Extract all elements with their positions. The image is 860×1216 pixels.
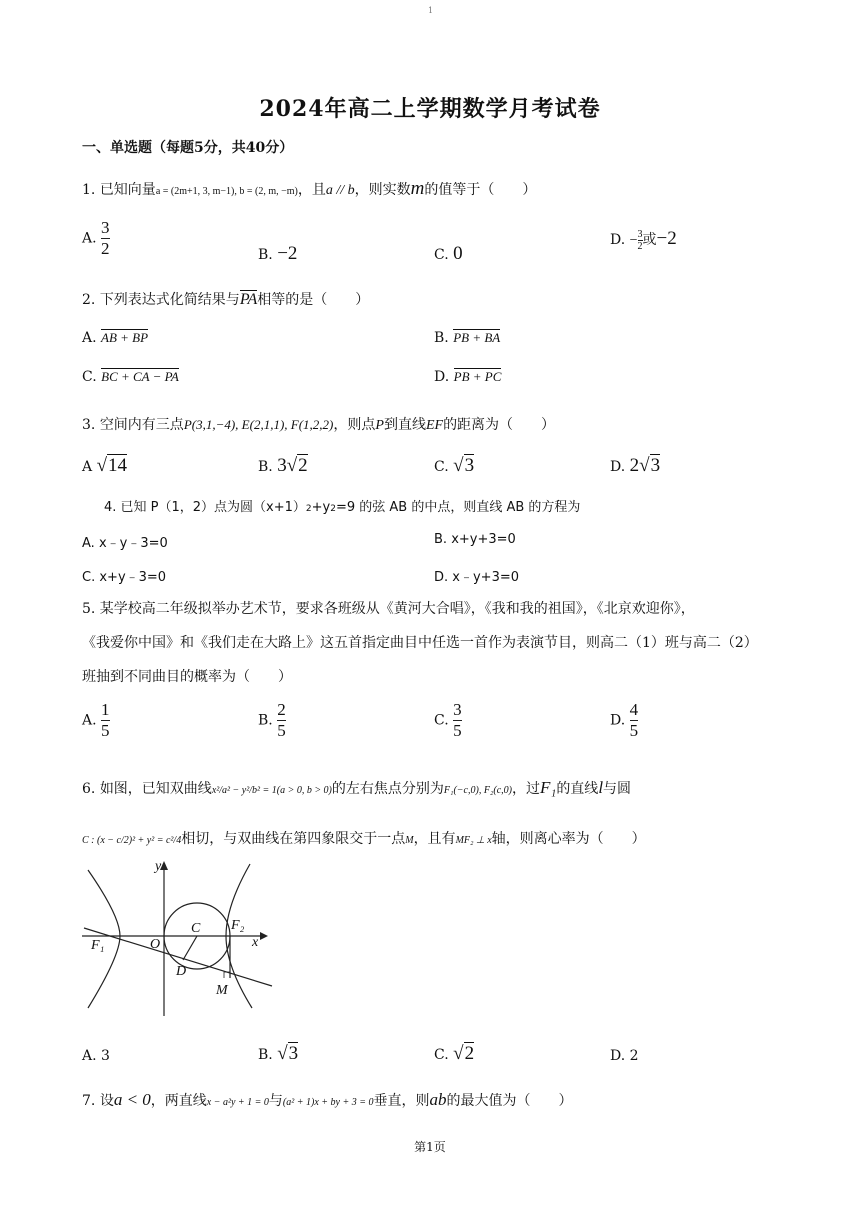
hyperbola-figure <box>80 856 280 1026</box>
fraction: $\frac{3}{2}$ <box>637 228 643 252</box>
q4-option-a[interactable]: A. x﹣y﹣3=0 <box>82 536 168 551</box>
foci-coordinates: F₁(−c,0), F₂(c,0) <box>443 785 513 796</box>
q6-option-d[interactable]: D. 2 <box>610 1048 639 1064</box>
page-title: 2024年高二上学期数学月考试卷 <box>259 96 601 122</box>
q4-option-d[interactable]: D. x﹣y+3=0 <box>434 570 520 585</box>
q5-option-b[interactable]: B. $\frac{2}{5}$ <box>258 700 286 740</box>
circle-equation: C : (x − c/2)² + y² = c²/4 <box>82 835 182 846</box>
q5-option-a[interactable]: A. $\frac{1}{5}$ <box>82 700 110 740</box>
question-6-line-1: 6. 如图，已知双曲线x²/a² − y²/b² = 1(a > 0, b > 0)的左右焦点分别为F₁(−c,0), F₂(c,0)，过F₁的直线l与圆 <box>82 778 632 797</box>
label-y: y <box>155 859 162 874</box>
section-heading: 一、单选题（每题5分，共40分） <box>82 140 294 156</box>
x-axis-arrow <box>260 932 268 940</box>
q3-option-b[interactable]: B. 3√2 <box>258 455 308 476</box>
question-4: 4. 已知 P（1，2）点为圆（x+1）2+y2=9 的弦 AB 的中点，则直线 AB 的方程为 <box>104 500 581 515</box>
question-5-line-2: 《我爱你中国》和《我们走在大路上》这五首指定曲目中任选一首作为表演节目，则高二（1）班与高二（2） <box>82 635 758 651</box>
question-1: 1. 已知向量a = (2m+1, 3, m−1), b = (2, m, −m)，且a // b，则实数m的值等于（ ） <box>82 178 537 199</box>
vector-definitions: a = (2m+1, 3, m−1), b = (2, m, −m) <box>155 186 298 197</box>
fraction: $\frac{3}{2}$ <box>101 218 110 258</box>
q5-option-d[interactable]: D. $\frac{4}{5}$ <box>610 700 639 740</box>
question-6-line-2: C : (x − c/2)² + y² = c²/4相切，与双曲线在第四象限交于一点M，且有MF₂ ⊥ x轴，则离心率为（ ） <box>82 831 646 847</box>
hyperbola-equation: x²/a² − y²/b² = 1(a > 0, b > 0) <box>211 785 332 796</box>
q3-option-d[interactable]: D. 2√3 <box>610 455 661 476</box>
question-5-line-1: 5. 某学校高二年级拟举办艺术节，要求各班级从《黄河大合唱》，《我和我的祖国》，《北京欢迎你》， <box>82 601 695 617</box>
label-f1: F₁ <box>91 938 105 953</box>
question-2: 2. 下列表达式化简结果与PA相等的是（ ） <box>82 291 370 308</box>
question-5-line-3: 班抽到不同曲目的概率为（ ） <box>82 669 292 685</box>
q1-option-d[interactable]: D. $-\frac{3}{2}$或−2 <box>610 228 677 252</box>
perpendicular-condition: MF₂ ⊥ x <box>455 835 492 846</box>
label-c: C <box>191 921 201 936</box>
page-mark: 1 <box>428 6 434 15</box>
question-3: 3. 空间内有三点P(3,1,−4), E(2,1,1), F(1,2,2)，则点P到直线EF的距离为（ ） <box>82 417 556 433</box>
q3-option-a[interactable]: A √14 <box>82 455 128 476</box>
condition-a: a < 0 <box>113 1090 151 1109</box>
point-coordinates: P(3,1,−4), E(2,1,1), F(1,2,2) <box>183 417 334 432</box>
q2-option-c[interactable]: C. BC + CA − PA <box>82 369 179 385</box>
label-f2: F₂ <box>231 918 245 933</box>
line-2-equation: (a² + 1)x + by + 3 = 0 <box>282 1097 374 1108</box>
q2-option-a[interactable]: A. AB + BP <box>82 330 149 346</box>
label-m: M <box>216 983 228 998</box>
q4-option-c[interactable]: C. x+y﹣3=0 <box>82 570 167 585</box>
q1-option-c[interactable]: C. 0 <box>434 243 463 264</box>
question-7: 7. 设a < 0，两直线x − a²y + 1 = 0与(a² + 1)x + by + 3 = 0垂直，则ab的最大值为（ ） <box>82 1090 573 1109</box>
q4-option-b[interactable]: B. x+y+3=0 <box>434 532 516 547</box>
q6-option-b[interactable]: B. √3 <box>258 1043 299 1064</box>
label-d: D <box>176 964 187 979</box>
q3-option-c[interactable]: C. √3 <box>434 455 475 476</box>
page-footer: 第1页 <box>414 1140 446 1154</box>
q6-option-a[interactable]: A. 3 <box>82 1048 110 1064</box>
radius-cd <box>183 936 197 960</box>
q2-option-b[interactable]: B. PB + BA <box>434 330 501 346</box>
q5-option-c[interactable]: C. $\frac{3}{5}$ <box>434 700 462 740</box>
label-o: O <box>150 937 161 952</box>
parallel-condition: a // b <box>325 183 355 198</box>
label-x: x <box>252 935 259 950</box>
q6-option-c[interactable]: C. √2 <box>434 1043 475 1064</box>
q1-option-a[interactable]: A. $\frac{3}{2}$ <box>82 218 110 258</box>
q2-option-d[interactable]: D. PB + PC <box>434 369 502 385</box>
q1-option-b[interactable]: B. −2 <box>258 243 298 264</box>
vector-pa: PA <box>239 291 258 308</box>
line-1-equation: x − a²y + 1 = 0 <box>206 1097 269 1108</box>
